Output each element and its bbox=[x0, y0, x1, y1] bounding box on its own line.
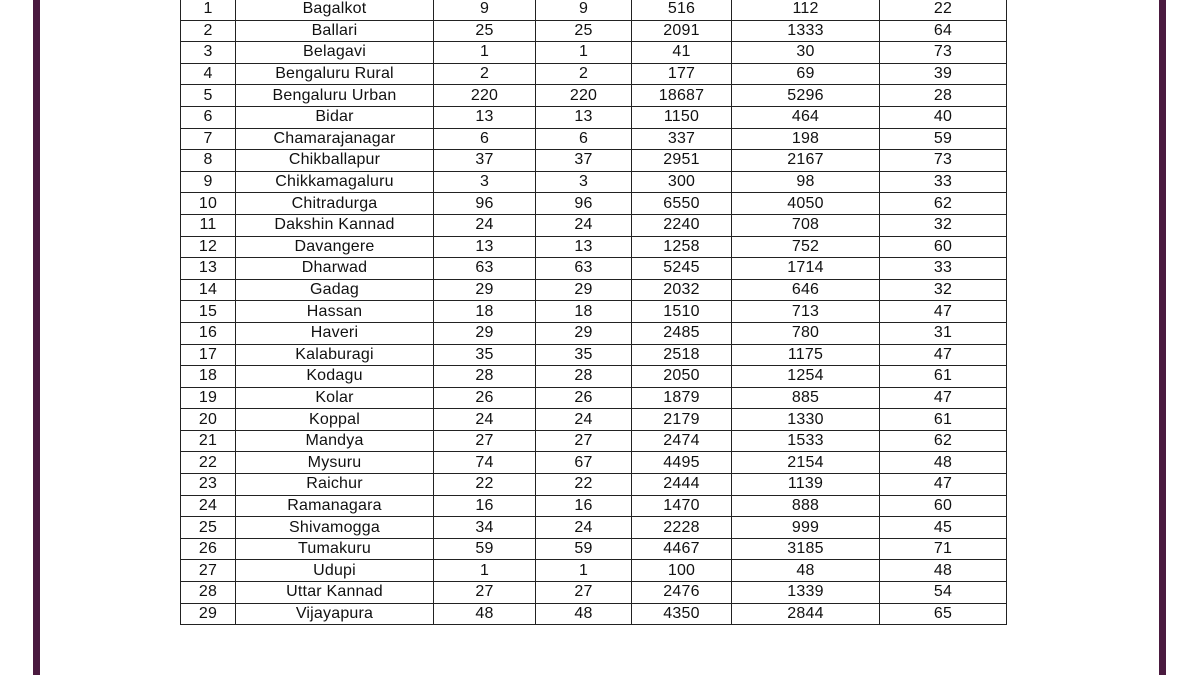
district-name-cell: Dharwad bbox=[236, 258, 434, 280]
value-cell-4: 1339 bbox=[732, 582, 880, 604]
serial-number-cell: 1 bbox=[181, 0, 236, 20]
district-name-cell: Bidar bbox=[236, 106, 434, 128]
district-name-cell: Shivamogga bbox=[236, 517, 434, 539]
value-cell-5: 45 bbox=[880, 517, 1007, 539]
district-name-cell: Hassan bbox=[236, 301, 434, 323]
value-cell-3: 177 bbox=[632, 63, 732, 85]
serial-number-cell: 12 bbox=[181, 236, 236, 258]
value-cell-4: 780 bbox=[732, 322, 880, 344]
table-row bbox=[181, 193, 1007, 215]
value-cell-4: 30 bbox=[732, 42, 880, 64]
table-row bbox=[181, 214, 1007, 236]
value-cell-4: 1175 bbox=[732, 344, 880, 366]
value-cell-3: 2050 bbox=[632, 366, 732, 388]
value-cell-1: 1 bbox=[434, 42, 536, 64]
serial-number-cell: 22 bbox=[181, 452, 236, 474]
value-cell-3: 2951 bbox=[632, 150, 732, 172]
value-cell-3: 41 bbox=[632, 42, 732, 64]
value-cell-2: 6 bbox=[536, 128, 632, 150]
value-cell-3: 337 bbox=[632, 128, 732, 150]
value-cell-5: 48 bbox=[880, 560, 1007, 582]
value-cell-2: 18 bbox=[536, 301, 632, 323]
value-cell-4: 2167 bbox=[732, 150, 880, 172]
district-name-cell: Vijayapura bbox=[236, 603, 434, 625]
value-cell-2: 22 bbox=[536, 474, 632, 496]
value-cell-5: 22 bbox=[880, 0, 1007, 20]
district-name-cell: Raichur bbox=[236, 474, 434, 496]
serial-number-cell: 24 bbox=[181, 495, 236, 517]
district-name-cell: Chitradurga bbox=[236, 193, 434, 215]
value-cell-4: 2154 bbox=[732, 452, 880, 474]
serial-number-cell: 18 bbox=[181, 366, 236, 388]
serial-number-cell: 9 bbox=[181, 171, 236, 193]
value-cell-5: 65 bbox=[880, 603, 1007, 625]
value-cell-2: 27 bbox=[536, 582, 632, 604]
value-cell-4: 98 bbox=[732, 171, 880, 193]
table-row bbox=[181, 128, 1007, 150]
value-cell-1: 27 bbox=[434, 582, 536, 604]
serial-number-cell: 3 bbox=[181, 42, 236, 64]
value-cell-4: 198 bbox=[732, 128, 880, 150]
serial-number-cell: 14 bbox=[181, 279, 236, 301]
serial-number-cell: 4 bbox=[181, 63, 236, 85]
serial-number-cell: 25 bbox=[181, 517, 236, 539]
value-cell-1: 1 bbox=[434, 560, 536, 582]
value-cell-1: 18 bbox=[434, 301, 536, 323]
value-cell-3: 6550 bbox=[632, 193, 732, 215]
value-cell-1: 37 bbox=[434, 150, 536, 172]
value-cell-3: 18687 bbox=[632, 85, 732, 107]
value-cell-5: 60 bbox=[880, 495, 1007, 517]
value-cell-5: 32 bbox=[880, 279, 1007, 301]
table-row bbox=[181, 560, 1007, 582]
serial-number-cell: 28 bbox=[181, 582, 236, 604]
value-cell-1: 29 bbox=[434, 322, 536, 344]
district-name-cell: Uttar Kannad bbox=[236, 582, 434, 604]
district-name-cell: Ballari bbox=[236, 20, 434, 42]
value-cell-4: 1139 bbox=[732, 474, 880, 496]
serial-number-cell: 8 bbox=[181, 150, 236, 172]
serial-number-cell: 23 bbox=[181, 474, 236, 496]
serial-number-cell: 29 bbox=[181, 603, 236, 625]
value-cell-5: 62 bbox=[880, 430, 1007, 452]
value-cell-3: 4467 bbox=[632, 538, 732, 560]
value-cell-4: 48 bbox=[732, 560, 880, 582]
value-cell-3: 2474 bbox=[632, 430, 732, 452]
district-name-cell: Chikkamagaluru bbox=[236, 171, 434, 193]
serial-number-cell: 10 bbox=[181, 193, 236, 215]
serial-number-cell: 19 bbox=[181, 387, 236, 409]
value-cell-1: 35 bbox=[434, 344, 536, 366]
value-cell-2: 59 bbox=[536, 538, 632, 560]
value-cell-5: 60 bbox=[880, 236, 1007, 258]
serial-number-cell: 7 bbox=[181, 128, 236, 150]
value-cell-4: 888 bbox=[732, 495, 880, 517]
district-name-cell: Koppal bbox=[236, 409, 434, 431]
value-cell-5: 32 bbox=[880, 214, 1007, 236]
value-cell-5: 48 bbox=[880, 452, 1007, 474]
district-name-cell: Bengaluru Rural bbox=[236, 63, 434, 85]
value-cell-2: 29 bbox=[536, 279, 632, 301]
value-cell-3: 2179 bbox=[632, 409, 732, 431]
value-cell-2: 28 bbox=[536, 366, 632, 388]
value-cell-5: 31 bbox=[880, 322, 1007, 344]
table-row bbox=[181, 42, 1007, 64]
value-cell-5: 40 bbox=[880, 106, 1007, 128]
value-cell-5: 54 bbox=[880, 582, 1007, 604]
value-cell-1: 28 bbox=[434, 366, 536, 388]
district-name-cell: Chamarajanagar bbox=[236, 128, 434, 150]
value-cell-2: 13 bbox=[536, 106, 632, 128]
district-name-cell: Kolar bbox=[236, 387, 434, 409]
value-cell-2: 67 bbox=[536, 452, 632, 474]
page-border-left bbox=[33, 0, 40, 675]
district-name-cell: Kodagu bbox=[236, 366, 434, 388]
serial-number-cell: 13 bbox=[181, 258, 236, 280]
table-row bbox=[181, 150, 1007, 172]
serial-number-cell: 26 bbox=[181, 538, 236, 560]
table-row bbox=[181, 85, 1007, 107]
table-row bbox=[181, 301, 1007, 323]
value-cell-4: 112 bbox=[732, 0, 880, 20]
value-cell-4: 646 bbox=[732, 279, 880, 301]
serial-number-cell: 21 bbox=[181, 430, 236, 452]
district-table bbox=[180, 0, 1007, 625]
value-cell-1: 48 bbox=[434, 603, 536, 625]
table-row bbox=[181, 452, 1007, 474]
value-cell-5: 62 bbox=[880, 193, 1007, 215]
table-row bbox=[181, 409, 1007, 431]
value-cell-3: 2091 bbox=[632, 20, 732, 42]
value-cell-3: 1879 bbox=[632, 387, 732, 409]
table-row bbox=[181, 171, 1007, 193]
value-cell-4: 1714 bbox=[732, 258, 880, 280]
value-cell-3: 1150 bbox=[632, 106, 732, 128]
serial-number-cell: 11 bbox=[181, 214, 236, 236]
value-cell-1: 26 bbox=[434, 387, 536, 409]
value-cell-1: 25 bbox=[434, 20, 536, 42]
value-cell-3: 2476 bbox=[632, 582, 732, 604]
value-cell-4: 2844 bbox=[732, 603, 880, 625]
value-cell-5: 47 bbox=[880, 387, 1007, 409]
value-cell-4: 1254 bbox=[732, 366, 880, 388]
table-row bbox=[181, 538, 1007, 560]
value-cell-4: 69 bbox=[732, 63, 880, 85]
value-cell-3: 2228 bbox=[632, 517, 732, 539]
value-cell-1: 16 bbox=[434, 495, 536, 517]
value-cell-5: 59 bbox=[880, 128, 1007, 150]
value-cell-4: 752 bbox=[732, 236, 880, 258]
value-cell-1: 96 bbox=[434, 193, 536, 215]
value-cell-3: 2485 bbox=[632, 322, 732, 344]
value-cell-5: 73 bbox=[880, 42, 1007, 64]
value-cell-4: 1330 bbox=[732, 409, 880, 431]
value-cell-4: 708 bbox=[732, 214, 880, 236]
value-cell-5: 47 bbox=[880, 344, 1007, 366]
value-cell-4: 464 bbox=[732, 106, 880, 128]
table-row bbox=[181, 474, 1007, 496]
table-row bbox=[181, 603, 1007, 625]
value-cell-3: 100 bbox=[632, 560, 732, 582]
table-row bbox=[181, 366, 1007, 388]
value-cell-2: 48 bbox=[536, 603, 632, 625]
table-row bbox=[181, 430, 1007, 452]
value-cell-2: 16 bbox=[536, 495, 632, 517]
value-cell-2: 37 bbox=[536, 150, 632, 172]
serial-number-cell: 27 bbox=[181, 560, 236, 582]
district-name-cell: Mandya bbox=[236, 430, 434, 452]
serial-number-cell: 20 bbox=[181, 409, 236, 431]
serial-number-cell: 15 bbox=[181, 301, 236, 323]
district-name-cell: Bengaluru Urban bbox=[236, 85, 434, 107]
table-row bbox=[181, 517, 1007, 539]
value-cell-2: 24 bbox=[536, 214, 632, 236]
value-cell-1: 6 bbox=[434, 128, 536, 150]
district-name-cell: Tumakuru bbox=[236, 538, 434, 560]
value-cell-1: 74 bbox=[434, 452, 536, 474]
value-cell-1: 3 bbox=[434, 171, 536, 193]
value-cell-2: 35 bbox=[536, 344, 632, 366]
value-cell-3: 4350 bbox=[632, 603, 732, 625]
value-cell-3: 1470 bbox=[632, 495, 732, 517]
value-cell-1: 220 bbox=[434, 85, 536, 107]
table-row bbox=[181, 20, 1007, 42]
value-cell-1: 2 bbox=[434, 63, 536, 85]
value-cell-2: 26 bbox=[536, 387, 632, 409]
value-cell-2: 3 bbox=[536, 171, 632, 193]
page-border-right bbox=[1159, 0, 1166, 675]
serial-number-cell: 17 bbox=[181, 344, 236, 366]
value-cell-2: 63 bbox=[536, 258, 632, 280]
table-row bbox=[181, 279, 1007, 301]
value-cell-4: 1533 bbox=[732, 430, 880, 452]
value-cell-5: 61 bbox=[880, 409, 1007, 431]
value-cell-1: 24 bbox=[434, 214, 536, 236]
value-cell-1: 22 bbox=[434, 474, 536, 496]
value-cell-4: 885 bbox=[732, 387, 880, 409]
value-cell-4: 713 bbox=[732, 301, 880, 323]
value-cell-1: 27 bbox=[434, 430, 536, 452]
district-name-cell: Chikballapur bbox=[236, 150, 434, 172]
table-row bbox=[181, 495, 1007, 517]
serial-number-cell: 2 bbox=[181, 20, 236, 42]
value-cell-1: 13 bbox=[434, 106, 536, 128]
table-row bbox=[181, 344, 1007, 366]
value-cell-5: 47 bbox=[880, 474, 1007, 496]
value-cell-3: 2518 bbox=[632, 344, 732, 366]
serial-number-cell: 16 bbox=[181, 322, 236, 344]
district-name-cell: Belagavi bbox=[236, 42, 434, 64]
value-cell-5: 28 bbox=[880, 85, 1007, 107]
value-cell-4: 4050 bbox=[732, 193, 880, 215]
value-cell-2: 2 bbox=[536, 63, 632, 85]
value-cell-2: 1 bbox=[536, 560, 632, 582]
value-cell-5: 33 bbox=[880, 258, 1007, 280]
district-name-cell: Ramanagara bbox=[236, 495, 434, 517]
table-row bbox=[181, 322, 1007, 344]
value-cell-1: 59 bbox=[434, 538, 536, 560]
value-cell-3: 300 bbox=[632, 171, 732, 193]
value-cell-5: 61 bbox=[880, 366, 1007, 388]
value-cell-4: 3185 bbox=[732, 538, 880, 560]
table-row bbox=[181, 63, 1007, 85]
value-cell-3: 2444 bbox=[632, 474, 732, 496]
value-cell-3: 4495 bbox=[632, 452, 732, 474]
value-cell-3: 1510 bbox=[632, 301, 732, 323]
district-table-wrapper bbox=[180, 0, 1006, 625]
district-name-cell: Mysuru bbox=[236, 452, 434, 474]
value-cell-4: 5296 bbox=[732, 85, 880, 107]
value-cell-2: 96 bbox=[536, 193, 632, 215]
district-name-cell: Davangere bbox=[236, 236, 434, 258]
district-name-cell: Udupi bbox=[236, 560, 434, 582]
value-cell-5: 73 bbox=[880, 150, 1007, 172]
value-cell-1: 9 bbox=[434, 0, 536, 20]
value-cell-5: 64 bbox=[880, 20, 1007, 42]
value-cell-2: 25 bbox=[536, 20, 632, 42]
value-cell-2: 9 bbox=[536, 0, 632, 20]
district-name-cell: Bagalkot bbox=[236, 0, 434, 20]
value-cell-2: 24 bbox=[536, 409, 632, 431]
value-cell-5: 47 bbox=[880, 301, 1007, 323]
value-cell-1: 34 bbox=[434, 517, 536, 539]
value-cell-2: 29 bbox=[536, 322, 632, 344]
table-row bbox=[181, 258, 1007, 280]
value-cell-2: 24 bbox=[536, 517, 632, 539]
value-cell-2: 220 bbox=[536, 85, 632, 107]
table-row bbox=[181, 0, 1007, 20]
district-name-cell: Haveri bbox=[236, 322, 434, 344]
district-table-body bbox=[181, 0, 1007, 625]
value-cell-3: 516 bbox=[632, 0, 732, 20]
value-cell-5: 33 bbox=[880, 171, 1007, 193]
value-cell-2: 27 bbox=[536, 430, 632, 452]
value-cell-4: 1333 bbox=[732, 20, 880, 42]
value-cell-3: 2240 bbox=[632, 214, 732, 236]
table-row bbox=[181, 236, 1007, 258]
value-cell-2: 1 bbox=[536, 42, 632, 64]
value-cell-3: 1258 bbox=[632, 236, 732, 258]
table-row bbox=[181, 582, 1007, 604]
table-row bbox=[181, 106, 1007, 128]
value-cell-1: 29 bbox=[434, 279, 536, 301]
serial-number-cell: 6 bbox=[181, 106, 236, 128]
value-cell-1: 24 bbox=[434, 409, 536, 431]
table-row bbox=[181, 387, 1007, 409]
value-cell-3: 5245 bbox=[632, 258, 732, 280]
value-cell-1: 63 bbox=[434, 258, 536, 280]
value-cell-2: 13 bbox=[536, 236, 632, 258]
value-cell-3: 2032 bbox=[632, 279, 732, 301]
value-cell-1: 13 bbox=[434, 236, 536, 258]
value-cell-4: 999 bbox=[732, 517, 880, 539]
district-name-cell: Dakshin Kannad bbox=[236, 214, 434, 236]
value-cell-5: 39 bbox=[880, 63, 1007, 85]
serial-number-cell: 5 bbox=[181, 85, 236, 107]
value-cell-5: 71 bbox=[880, 538, 1007, 560]
district-name-cell: Gadag bbox=[236, 279, 434, 301]
district-name-cell: Kalaburagi bbox=[236, 344, 434, 366]
